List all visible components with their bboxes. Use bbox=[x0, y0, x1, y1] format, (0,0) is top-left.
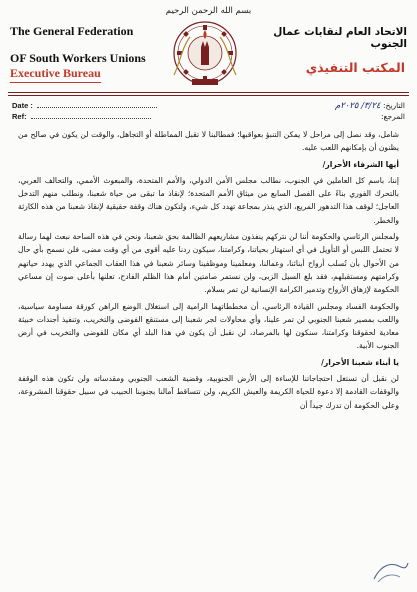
paragraph: والحكومة الفساد ومجلس القيادة الرئاسي، أن مخططاتهما الرامية إلى استغلال الوضع الراهن كورقة مساومة سياسية، واللعب بمصير شعبنا الجنوبي لن تمر علينا، وأي محاولات لجر شعبنا إلى مستنقع الفوضى والتخريب، وتنفيذ أجندات خبيثة معادية لحقوقنا وكرامتنا، سنكون لها بالمرصاد، لن نقبل أن يكون في هذا البلد أي مكان للفوضى والتخريب في أرض الجنوب الأبية. bbox=[18, 301, 399, 351]
federation-emblem-logo bbox=[160, 17, 250, 91]
letterhead-en-title bbox=[10, 24, 160, 65]
date-value-ar: ٣/٢٤/ ٢٠٢٥م bbox=[334, 101, 381, 111]
ref-dotted-line bbox=[31, 112, 151, 119]
date-label-ar: التاريخ: bbox=[383, 101, 405, 110]
ref-label-ar: المرجع: bbox=[381, 112, 405, 121]
ref-field-ar bbox=[381, 112, 405, 121]
date-field-ar bbox=[335, 101, 405, 111]
header-rule bbox=[8, 92, 409, 93]
basmala: بسم الله الرحمن الرحيم bbox=[165, 6, 252, 16]
header-rule-thin bbox=[8, 95, 409, 96]
ref-label-en: Ref: bbox=[12, 112, 27, 121]
paragraph: شامل، وقد نصل إلى مراحل لا يمكن التنبؤ بعواقبها؛ فمطالبنا لا تقبل المماطلة أو التجاهل، والوقت لن يكون في صالح من يظنون أن بإمكانهم اللعب عليه. bbox=[18, 130, 399, 153]
letterhead-en-line1: The General Federation bbox=[10, 24, 134, 38]
letter-body bbox=[18, 128, 399, 568]
ref-field-en bbox=[12, 112, 151, 121]
date-label-en: Date : bbox=[12, 101, 33, 110]
paragraph: إننا، باسم كل العاملين في الجنوب، نطالب مجلس الأمن الدولي، والأمم المتحدة، والمبعوث الأممي، والتحالف العربي، بالتحرك الفوري بناءً على الفصل السابع من ميثاق الأمم المتحدة؛ لإنقاذ ما تبقى من حياة شعبنا، ونطلب منهم التدخل العاجل؛ لوقف هذا التدهور المريع، الذي ينذر بمجاعة تهدد كل شيء، ولتكون هناك وقفة حقيقية لإنقاذ شعبنا من هذه الكارثة والخطر. bbox=[18, 175, 399, 225]
letterhead-en-line2: OF South Workers Unions bbox=[10, 51, 146, 65]
section-heading: أيها الشرفاء الأحرار/ bbox=[322, 159, 399, 169]
date-field-en bbox=[12, 101, 157, 110]
section-heading: يا أبناء شعبنا الأحرار/ bbox=[321, 357, 399, 367]
letterhead-ar-title: الاتحاد العام لنقابات عمال الجنوب bbox=[273, 26, 407, 50]
paragraph: ولمجلس الرئاسي والحكومة أننا لن نتركهم ينفذون مشاريعهم الظالمة بحق شعبنا، ونحن في هذه الساحة نبعث لهما رسالة لا تحتمل اللبس أو التأويل في أي استهتار بحياتنا، وكرامتنا، سيكون ردنا عليه أقوى من أي وقت مضى، فلن نسمح بأي حال من الأحوال بأن تُسلب أرواح أبنائنا، وعمالنا، ومعلمينا وموظفينا وسائر شعبنا في هذا العقاب الجماعي الذي يهدد حياتهم وكرامتهم ومستقبلهم، فقد بلغ السيل الزبى، ولن نستمر صامتين أمام هذا الظلم الفادح، تعلنها بأعلى صوت إن مساعي الحكومة لإزهاق الأرواح وتدمير الكرامة الإنسانية لن تمر بسلام. bbox=[18, 232, 399, 295]
letterhead-en-bureau: Executive Bureau bbox=[10, 66, 101, 83]
stamp-mark-icon bbox=[370, 555, 410, 585]
date-dotted-line bbox=[37, 101, 157, 108]
paragraph: لن نقبل أن تستغل احتجاجاتنا للإساءة إلى الأرض الجنوبية، وقضية الشعب الجنوبي ومقدساته ولن تكون هذه الوقفة والوقفات القادمة إلا دعوة للحياة الكريمة والعيش الكريم، ولن تتساقط آمالنا بجنوبنا الحبيب في سبيل حقوقنا المشروعة، وعلى الحكومة أن تدرك جيداً أن bbox=[18, 374, 399, 410]
letterhead-ar-bureau: المكتب التنفيذي bbox=[305, 60, 405, 75]
